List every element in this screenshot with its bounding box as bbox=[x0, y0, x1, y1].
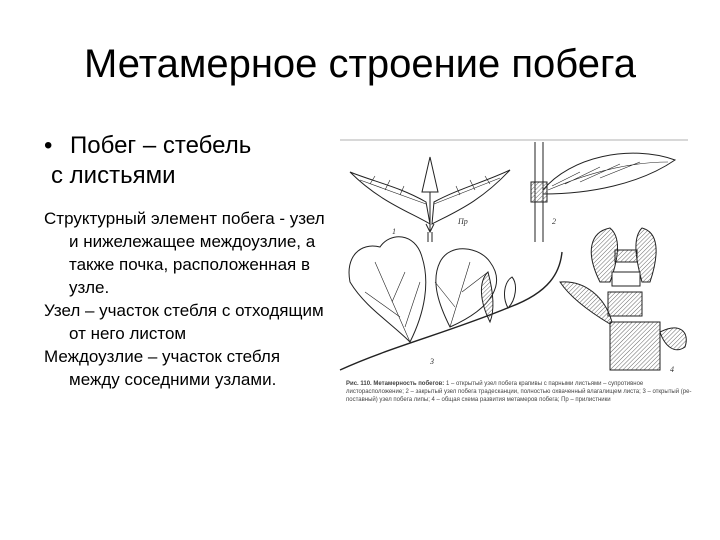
bullet-line-1: Побег – стебель bbox=[70, 132, 252, 159]
figure-caption bbox=[346, 380, 698, 404]
linden-node-drawing bbox=[340, 237, 562, 370]
nettle-node-drawing bbox=[350, 157, 510, 242]
caption-body: 1 – открытый узел побега крапивы с парными листьями – супротивное листорасположение; 2 – закрытый узел побега традесканции, полностью охваченный влагалищем листа; 3 – открытый (ре- поставный) узел побега липы; 4 – общая схема развития метамеров побега; Пр – прилистники bbox=[346, 381, 692, 403]
label-1: 1 bbox=[392, 227, 396, 236]
definition-structural-element: Структурный элемент побега - узел и нижележащее междоузлие, а также почка, расположенная в узле. bbox=[44, 209, 325, 297]
caption-title: Рис. 110. Метамерность побегов: bbox=[346, 381, 445, 387]
bullet-item bbox=[44, 131, 251, 191]
definitions-block bbox=[44, 207, 334, 391]
bullet-dot: • bbox=[44, 132, 53, 159]
label-2: 2 bbox=[552, 217, 556, 226]
label-pr: Пр bbox=[458, 217, 468, 226]
label-3: 3 bbox=[430, 357, 434, 366]
definition-node: Узел – участок стебля с отходящим от него листом bbox=[44, 301, 324, 343]
metamer-scheme-drawing bbox=[560, 228, 686, 370]
tradescantia-node-drawing bbox=[531, 142, 675, 242]
label-4: 4 bbox=[670, 365, 674, 374]
bullet-line-2: с листьями bbox=[51, 162, 176, 189]
definition-internode: Междоузлие – участок стебля между соседними узлами. bbox=[44, 347, 281, 389]
slide-title: Метамерное строение побега bbox=[84, 42, 636, 86]
